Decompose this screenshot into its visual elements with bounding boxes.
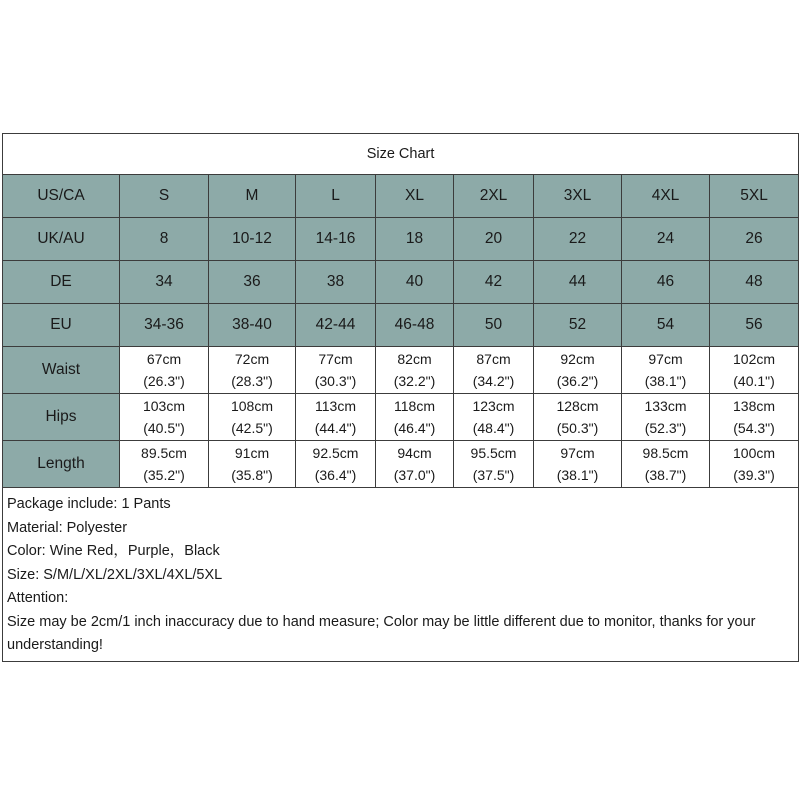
inch-value: (32.2")	[393, 373, 436, 389]
measure-cell	[209, 441, 296, 488]
size-cell: 40	[376, 261, 454, 304]
size-cell: 52	[534, 304, 622, 347]
measure-cell	[534, 394, 622, 441]
package-note: Package include: 1 Pants	[7, 496, 171, 512]
measure-cell	[622, 394, 710, 441]
material-note: Material: Polyester	[7, 519, 128, 536]
size-cell: 20	[454, 218, 534, 261]
row-label: EU	[3, 304, 120, 347]
size-cell: 5XL	[710, 175, 799, 218]
size-cell: 8	[120, 218, 209, 261]
inch-value: (37.5")	[472, 467, 515, 483]
cm-value: 108cm	[230, 398, 274, 414]
measure-cell	[120, 441, 209, 488]
attention-label: Attention:	[7, 590, 69, 606]
inch-value: (38.1")	[556, 467, 599, 483]
size-cell: 2XL	[454, 175, 534, 218]
cm-value: 97cm	[648, 351, 683, 367]
size-row-eu	[3, 304, 799, 347]
size-row-de	[3, 261, 799, 304]
size-cell: 56	[710, 304, 799, 347]
size-row-uk-au	[3, 218, 799, 261]
size-cell: 26	[710, 218, 799, 261]
size-cell: 38-40	[209, 304, 296, 347]
inch-value: (39.3")	[733, 467, 775, 483]
size-cell: 50	[454, 304, 534, 347]
measure-cell	[534, 441, 622, 488]
inch-value: (36.2")	[556, 373, 599, 389]
cm-value: 82cm	[397, 351, 432, 367]
size-cell: M	[209, 175, 296, 218]
cm-value: 128cm	[556, 398, 599, 414]
measure-row-hips	[3, 394, 799, 441]
cm-value: 92cm	[560, 351, 595, 367]
cm-value: 100cm	[733, 445, 776, 461]
size-cell: 14-16	[296, 218, 376, 261]
inch-value: (54.3")	[733, 420, 775, 436]
measure-row-waist	[3, 347, 799, 394]
size-cell: 42	[454, 261, 534, 304]
size-cell: 44	[534, 261, 622, 304]
cm-value: 87cm	[476, 351, 511, 367]
size-cell: 18	[376, 218, 454, 261]
cm-value: 98.5cm	[642, 445, 689, 461]
inch-value: (35.2")	[143, 467, 185, 483]
cm-value: 72cm	[234, 351, 270, 367]
measure-cell	[622, 441, 710, 488]
measure-cell	[534, 347, 622, 394]
inch-value: (38.1")	[644, 373, 687, 389]
measure-row-length	[3, 441, 799, 488]
cm-value: 94cm	[397, 445, 432, 461]
size-cell: 38	[296, 261, 376, 304]
size-cell: 22	[534, 218, 622, 261]
inch-value: (38.7")	[644, 467, 687, 483]
cm-value: 102cm	[733, 351, 776, 367]
cm-value: 95.5cm	[470, 445, 517, 461]
measure-cell	[710, 441, 799, 488]
size-cell: 54	[622, 304, 710, 347]
inch-value: (40.1")	[733, 373, 775, 389]
measure-cell	[710, 347, 799, 394]
size-cell: 42-44	[296, 304, 376, 347]
inch-value: (36.4")	[314, 467, 357, 483]
measure-cell	[710, 394, 799, 441]
color-note: Color: Wine Red，Purple，Black	[7, 543, 220, 559]
row-label: US/CA	[3, 175, 120, 218]
cm-value: 138cm	[733, 398, 776, 414]
cm-value: 91cm	[234, 445, 270, 461]
inch-value: (40.5")	[143, 420, 185, 436]
cm-value: 89.5cm	[141, 445, 187, 461]
size-cell: 24	[622, 218, 710, 261]
cm-value: 77cm	[318, 351, 353, 367]
cm-value: 92.5cm	[312, 445, 359, 461]
row-label: Hips	[3, 394, 120, 441]
measure-cell	[296, 441, 376, 488]
inch-value: (26.3")	[143, 373, 185, 389]
inch-value: (52.3")	[644, 420, 687, 436]
size-cell: 10-12	[209, 218, 296, 261]
measure-cell	[376, 441, 454, 488]
measure-cell	[454, 441, 534, 488]
measure-cell	[296, 394, 376, 441]
inch-value: (37.0")	[393, 467, 436, 483]
size-cell: 4XL	[622, 175, 710, 218]
row-label: DE	[3, 261, 120, 304]
size-cell: 48	[710, 261, 799, 304]
cm-value: 133cm	[644, 398, 687, 414]
cm-value: 67cm	[146, 351, 182, 367]
size-chart-table	[2, 133, 799, 662]
size-cell: 3XL	[534, 175, 622, 218]
cm-value: 118cm	[394, 398, 435, 414]
measure-cell	[454, 347, 534, 394]
inch-value: (50.3")	[556, 420, 599, 436]
disclaimer-note: Size may be 2cm/1 inch inaccuracy due to hand measure; Color may be little different due to monitor, thanks for your understanding!	[7, 613, 756, 653]
size-cell: XL	[376, 175, 454, 218]
inch-value: (30.3")	[314, 373, 357, 389]
size-cell: 46	[622, 261, 710, 304]
measure-cell	[120, 347, 209, 394]
inch-value: (46.4")	[393, 420, 436, 436]
row-label: Waist	[3, 347, 120, 394]
measure-cell	[376, 394, 454, 441]
inch-value: (34.2")	[472, 373, 515, 389]
measure-cell	[120, 394, 209, 441]
inch-value: (48.4")	[472, 420, 515, 436]
measure-cell	[209, 394, 296, 441]
measure-cell	[454, 394, 534, 441]
size-chart-title: Size Chart	[3, 134, 799, 175]
cm-value: 97cm	[560, 445, 595, 461]
measure-cell	[209, 347, 296, 394]
measure-cell	[622, 347, 710, 394]
size-row-us-ca	[3, 175, 799, 218]
cm-value: 103cm	[142, 398, 186, 414]
row-label: Length	[3, 441, 120, 488]
row-label: UK/AU	[3, 218, 120, 261]
size-note: Size: S/M/L/XL/2XL/3XL/4XL/5XL	[7, 566, 223, 583]
size-cell: 36	[209, 261, 296, 304]
size-cell: 34	[120, 261, 209, 304]
inch-value: (44.4")	[314, 420, 357, 436]
product-notes	[3, 488, 799, 662]
inch-value: (35.8")	[231, 467, 273, 483]
inch-value: (42.5")	[231, 420, 273, 436]
cm-value: 113cm	[315, 398, 356, 414]
size-cell: 34-36	[120, 304, 209, 347]
cm-value: 123cm	[472, 398, 515, 414]
size-cell: S	[120, 175, 209, 218]
measure-cell	[376, 347, 454, 394]
inch-value: (28.3")	[231, 373, 273, 389]
size-cell: 46-48	[376, 304, 454, 347]
size-cell: L	[296, 175, 376, 218]
measure-cell	[296, 347, 376, 394]
